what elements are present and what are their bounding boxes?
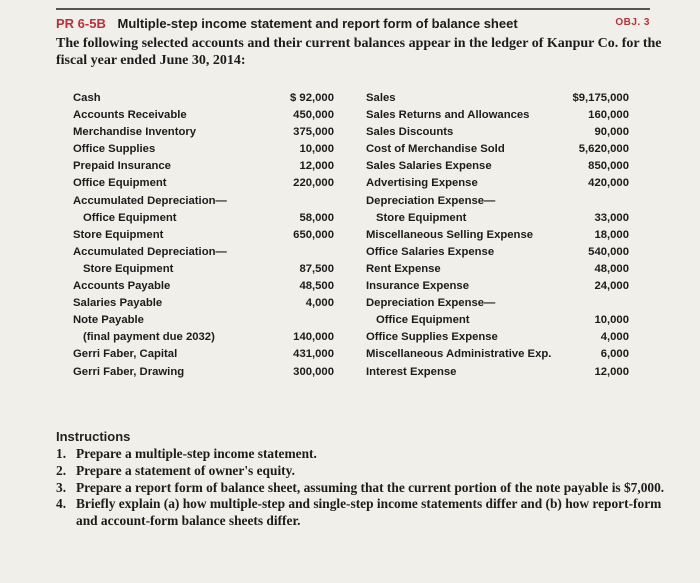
account-name: Rent Expense	[366, 262, 441, 275]
problem-id: PR 6-5B	[56, 16, 106, 31]
instruction-item	[56, 463, 666, 480]
account-amount: 420,000	[588, 177, 629, 190]
account-amount: 90,000	[594, 126, 629, 139]
account-name: Accounts Receivable	[73, 109, 187, 122]
account-name: Accumulated Depreciation—	[73, 245, 227, 258]
account-amount	[556, 193, 629, 210]
instructions-title: Instructions	[56, 429, 131, 444]
instruction-number: 4.	[56, 496, 67, 512]
instructions-list	[56, 446, 666, 530]
account-name: Miscellaneous Administrative Exp.	[366, 348, 552, 361]
left-account-amounts	[262, 90, 334, 381]
account-amount: 650,000	[293, 228, 334, 241]
account-amount: 220,000	[293, 177, 334, 190]
account-amount: 160,000	[588, 109, 629, 122]
account-amount: 12,000	[594, 365, 629, 378]
account-name: Insurance Expense	[366, 280, 469, 293]
account-amount: 33,000	[594, 211, 629, 224]
instruction-item	[56, 446, 666, 463]
account-amount: 5,620,000	[578, 143, 629, 156]
account-amount: 850,000	[588, 160, 629, 173]
account-amount: 431,000	[293, 348, 334, 361]
account-name: Miscellaneous Selling Expense	[366, 228, 534, 241]
account-name: Sales Discounts	[366, 126, 454, 139]
instruction-text: Briefly explain (a) how multiple-step and single-step income statements differ and (b) how report-form and account-form balance sheets differ.	[76, 496, 662, 529]
account-name: Office Supplies Expense	[366, 331, 498, 344]
problem-title: Multiple-step income statement and report form of balance sheet	[117, 16, 518, 31]
account-amount: 450,000	[293, 109, 334, 122]
instruction-text: Prepare a statement of owner's equity.	[76, 462, 295, 478]
account-name: Accounts Payable	[73, 280, 171, 293]
account-amount: 24,000	[594, 280, 629, 293]
objective-tag: OBJ. 3	[615, 17, 650, 28]
right-account-amounts	[556, 90, 629, 381]
account-amount	[262, 244, 334, 261]
account-amount: 300,000	[293, 365, 334, 378]
account-amount: 140,000	[293, 331, 334, 344]
instruction-number: 2.	[56, 462, 67, 478]
account-amount: 87,500	[299, 262, 334, 275]
account-name: Office Salaries Expense	[366, 245, 495, 258]
account-name: Note Payable	[73, 314, 144, 327]
instruction-number: 3.	[56, 479, 67, 495]
account-name: Office Equipment	[376, 314, 470, 327]
account-name: Sales	[366, 92, 396, 104]
account-name: Depreciation Expense—	[366, 297, 496, 310]
intro-text: The following selected accounts and their current balances appear in the ledger of Kanpur Co. for the fiscal year ended June 30, 2014:	[56, 36, 662, 68]
account-name: Gerri Faber, Drawing	[73, 365, 185, 378]
account-amount: 375,000	[293, 126, 334, 139]
account-name: Office Equipment	[83, 211, 177, 224]
account-name: Interest Expense	[366, 365, 457, 378]
account-amount: 4,000	[305, 297, 334, 310]
account-name: Sales Returns and Allowances	[366, 109, 530, 122]
right-account-names	[366, 90, 566, 381]
account-name: Accumulated Depreciation—	[73, 194, 227, 207]
top-rule	[56, 8, 650, 10]
account-amount: 10,000	[299, 143, 334, 156]
account-name: Store Equipment	[73, 228, 164, 241]
instruction-number: 1.	[56, 446, 67, 461]
instruction-text: Prepare a multiple-step income statement.	[76, 446, 317, 461]
account-amount: 18,000	[594, 228, 629, 241]
account-amount	[262, 193, 334, 210]
account-name: (final payment due 2032)	[83, 331, 215, 344]
problem-header	[56, 16, 656, 31]
account-name: Cash	[73, 92, 101, 104]
account-amount: 58,000	[299, 211, 334, 224]
account-name: Advertising Expense	[366, 177, 478, 190]
account-name: Cost of Merchandise Sold	[366, 143, 505, 156]
account-name: Office Supplies	[73, 143, 156, 156]
account-name: Store Equipment	[83, 262, 174, 275]
account-amount: 4,000	[600, 331, 629, 344]
account-name: Prepaid Insurance	[73, 160, 171, 173]
account-amount: 6,000	[600, 348, 629, 361]
account-name: Sales Salaries Expense	[366, 160, 492, 173]
account-amount: 12,000	[299, 160, 334, 173]
account-amount: 48,500	[299, 280, 334, 293]
account-amount	[262, 312, 334, 329]
left-account-names	[73, 90, 263, 381]
account-amount: $ 92,000	[290, 92, 334, 104]
account-name: Salaries Payable	[73, 297, 163, 310]
account-amount: 10,000	[594, 314, 629, 327]
account-amount	[556, 295, 629, 312]
account-amount: 48,000	[594, 262, 629, 275]
account-name: Gerri Faber, Capital	[73, 348, 178, 361]
instruction-text: Prepare a report form of balance sheet, assuming that the current portion of the note payable is $7,000.	[76, 479, 665, 495]
account-name: Depreciation Expense—	[366, 194, 496, 207]
instruction-item	[56, 496, 666, 530]
account-name: Store Equipment	[376, 211, 467, 224]
account-amount: 540,000	[588, 245, 629, 258]
account-amount: $9,175,000	[572, 92, 629, 104]
account-name: Office Equipment	[73, 177, 167, 190]
account-name: Merchandise Inventory	[73, 126, 197, 139]
instruction-item	[56, 480, 666, 497]
